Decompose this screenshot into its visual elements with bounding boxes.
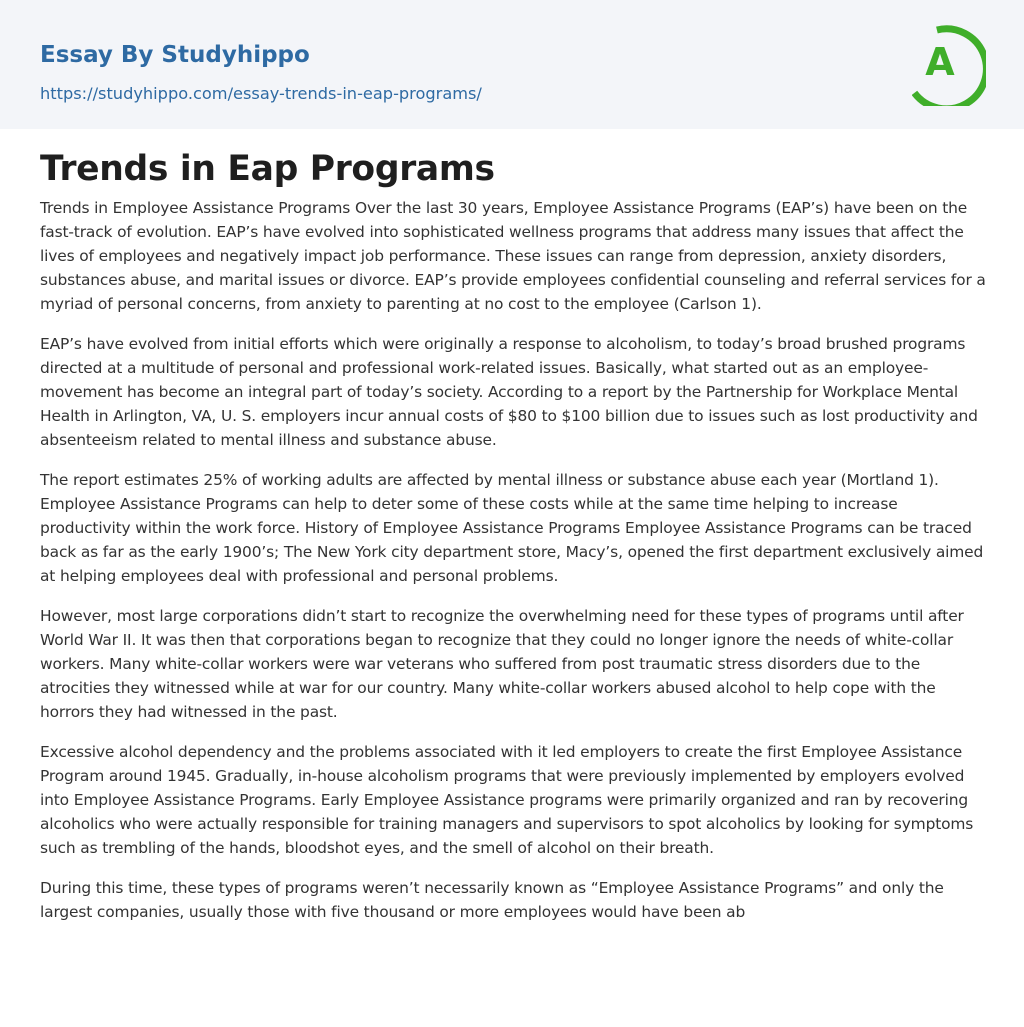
studyhippo-logo-icon[interactable] [912,18,986,106]
article-paragraph: Trends in Employee Assistance Programs Over the last 30 years, Employee Assistance Programs (EAP’s) have been on the fast-track of evolution. EAP’s have evolved into sophisticated wellness programs that address many issues that affect the lives of employees and negatively impact job performance. These issues can range from depression, anxiety disorders, substances abuse, and marital issues or divorce. EAP’s provide employees confidential counseling and referral services for a myriad of personal concerns, from anxiety to parenting at no cost to the employee (Carlson 1). [40,199,986,313]
article-paragraph: The report estimates 25% of working adults are affected by mental illness or substance abuse each year (Mortland 1). Employee Assistance Programs can help to deter some of these costs while at the same time helping to increase productivity within the work force. History of Employee Assistance Programs Employee Assistance Programs can be traced back as far as the early 1900’s; The New York city department store, Macy’s, opened the first department exclusively aimed at helping employees deal with professional and personal problems. [40,471,984,585]
article-title: Trends in Eap Programs [40,149,495,189]
essay-url-link[interactable]: https://studyhippo.com/essay-trends-in-eap-programs/ [40,84,482,103]
article-paragraph: During this time, these types of programs weren’t necessarily known as “Employee Assistance Programs” and only the largest companies, usually those with five thousand or more employees would have been ab [40,879,944,921]
site-header [0,0,1024,129]
article-paragraph: EAP’s have evolved from initial efforts which were originally a response to alcoholism, to today’s broad brushed programs directed at a multitude of personal and professional work-related issues. Basically, what started out as an employee-movement has become an integral part of today’s society. According to a report by the Partnership for Workplace Mental Health in Arlington, VA, U. S. employers incur annual costs of $80 to $100 billion due to issues such as lost productivity and absenteeism related to mental illness and substance abuse. [40,335,978,449]
site-brand[interactable]: Essay By Studyhippo [40,42,310,68]
article-paragraph: However, most large corporations didn’t start to recognize the overwhelming need for these types of programs until after World War II. It was then that corporations began to recognize that they could no longer ignore the needs of white-collar workers. Many white-collar workers were war veterans who suffered from post traumatic stress disorders due to the atrocities they witnessed while at war for our country. Many white-collar workers abused alcohol to help cope with the horrors they had witnessed in the past. [40,607,964,721]
logo-letter: A [925,40,955,84]
article [0,129,1024,924]
article-paragraph: Excessive alcohol dependency and the problems associated with it led employers to create the first Employee Assistance Program around 1945. Gradually, in-house alcoholism programs that were previously implemented by employers evolved into Employee Assistance Programs. Early Employee Assistance programs were primarily organized and ran by recovering alcoholics who were actually responsible for training managers and supervisors to spot alcoholics by looking for symptoms such as trembling of the hands, bloodshot eyes, and the smell of alcohol on their breath. [40,743,974,857]
